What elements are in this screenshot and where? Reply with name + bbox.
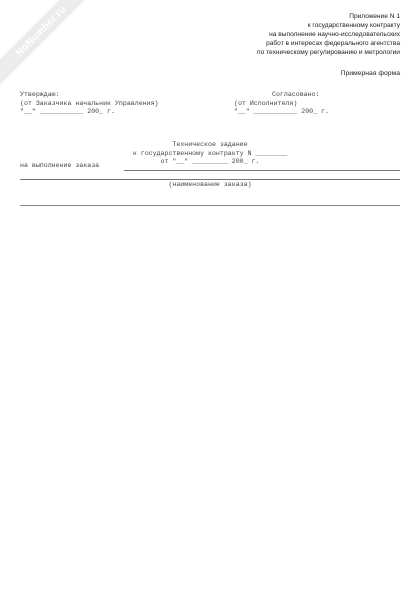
approve-title: Утверждаю:	[20, 91, 60, 98]
appendix-line: к государственному контракту	[307, 22, 400, 29]
appendix-line: Приложение N 1	[349, 13, 400, 20]
agree-block	[234, 91, 329, 117]
technical-task-title: Техническое задание	[172, 141, 248, 148]
order-fill-line-2	[20, 179, 400, 180]
appendix-header	[180, 12, 400, 57]
order-caption: (наименование заказа)	[168, 181, 252, 188]
order-fill-line	[124, 170, 400, 171]
form-type-label: Примерная форма	[340, 70, 400, 77]
watermark-text: NoNumber.ru	[13, 3, 69, 59]
contract-date-line: от "__" _________ 200_ г.	[160, 158, 260, 166]
contract-number-line: к государственному контракту N ________	[132, 149, 288, 157]
approve-block	[20, 91, 159, 117]
section-divider	[20, 205, 400, 206]
order-label: на выполнение заказа	[20, 162, 100, 169]
appendix-line: работ в интересах федерального агентства	[266, 40, 400, 47]
agree-party: (от Исполнителя)	[234, 99, 298, 107]
appendix-line: на выполнение научно-исследовательских	[269, 31, 400, 38]
approve-party: (от Заказчика начальник Управления)	[20, 99, 159, 107]
agree-title: Согласовано:	[272, 91, 320, 98]
agree-date-line: "__" ___________ 200_ г.	[234, 108, 329, 116]
order-field	[20, 162, 400, 172]
approve-date-line: "__" ___________ 200_ г.	[20, 108, 115, 116]
watermark-ribbon	[0, 0, 100, 90]
appendix-line: по техническому регулированию и метрологии	[257, 49, 400, 56]
